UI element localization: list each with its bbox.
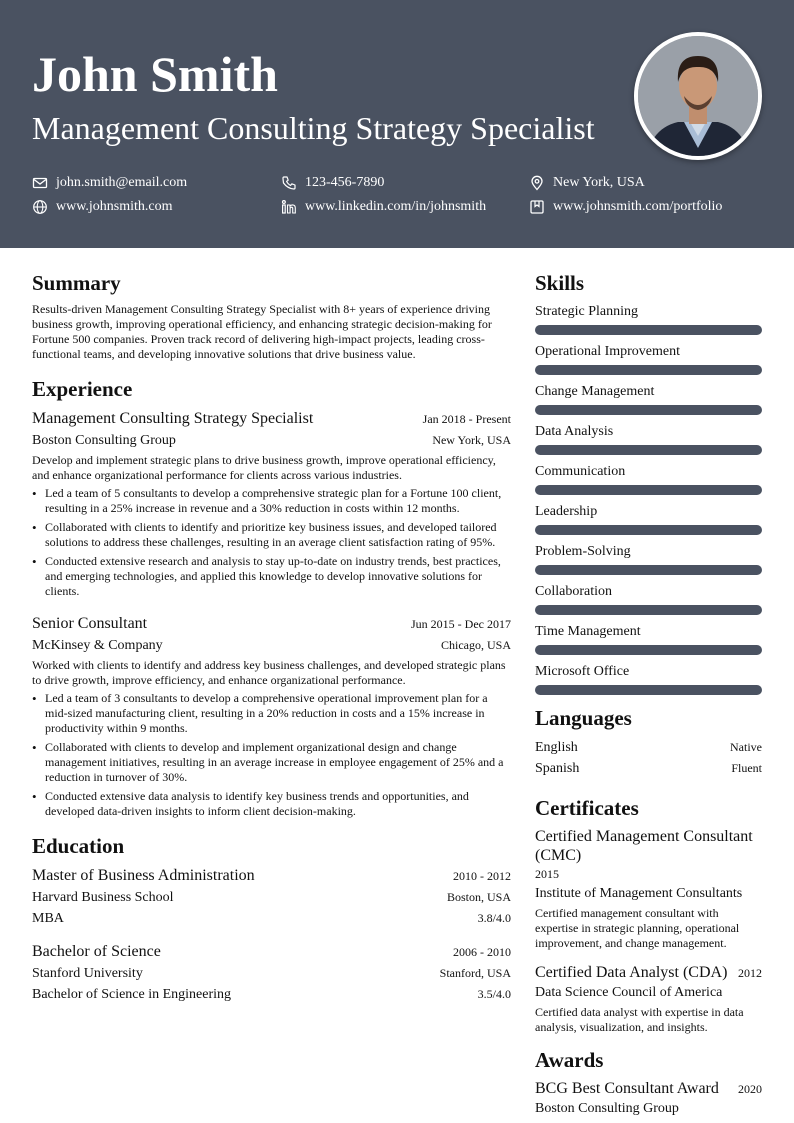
skill-bar-fill <box>535 485 762 495</box>
education-degree: Bachelor of Science <box>32 943 161 960</box>
contact-email[interactable] <box>32 173 187 193</box>
certificate-entry <box>535 827 762 951</box>
experience-section <box>32 376 511 819</box>
education-gpa: 3.8/4.0 <box>477 911 511 925</box>
skill-bar <box>535 485 762 495</box>
contact-phone[interactable] <box>281 173 384 193</box>
location-pin-icon <box>529 175 545 191</box>
languages-section <box>535 705 762 779</box>
contact-portfolio-text: www.johnsmith.com/portfolio <box>553 199 723 214</box>
job-bullets <box>32 691 511 819</box>
language-level: Fluent <box>731 761 762 775</box>
skill-bar-fill <box>535 685 762 695</box>
main-column <box>32 270 511 1017</box>
certificate-issuer: Institute of Management Consultants <box>535 886 743 901</box>
skill-bar-fill <box>535 525 762 535</box>
skill-name: Problem-Solving <box>535 544 631 559</box>
award-entry <box>535 1079 762 1119</box>
job-title: Senior Consultant <box>32 615 148 632</box>
skill-name: Microsoft Office <box>535 664 630 679</box>
education-school: Stanford University <box>32 966 143 981</box>
profile-photo-image <box>638 36 758 156</box>
job-bullets <box>32 486 511 599</box>
education-gpa: 3.5/4.0 <box>477 987 511 1001</box>
education-entry <box>32 865 511 929</box>
skill-bar-fill <box>535 325 762 335</box>
job-location: New York, USA <box>432 433 511 447</box>
language-item <box>535 737 762 758</box>
language-name: English <box>535 740 578 755</box>
job-description: Worked with clients to identify and address key business challenges, and developed strategic plans to drive growth, improve efficiency, and enhance organizational performance. <box>32 658 506 687</box>
job-entry <box>32 408 511 599</box>
skill-item <box>535 662 762 695</box>
skill-name: Data Analysis <box>535 424 614 439</box>
skill-bar <box>535 405 762 415</box>
skill-name: Leadership <box>535 504 598 519</box>
education-field: MBA <box>32 911 64 926</box>
education-location: Stanford, USA <box>439 966 511 980</box>
skill-bar-fill <box>535 445 762 455</box>
skill-item <box>535 342 762 375</box>
education-dates: 2010 - 2012 <box>453 869 511 883</box>
contact-email-text: john.smith@email.com <box>56 175 188 190</box>
job-title: Management Consulting Strategy Specialist <box>32 410 314 427</box>
certificates-heading: Certificates <box>535 796 639 820</box>
certificate-description: Certified management consultant with expertise in strategic planning, operational improvement, and change management. <box>535 906 740 950</box>
skill-bar <box>535 525 762 535</box>
certificate-entry <box>535 963 762 1035</box>
award-issuer: Boston Consulting Group <box>535 1101 679 1116</box>
skill-item <box>535 422 762 455</box>
job-company: McKinsey & Company <box>32 638 163 653</box>
language-item <box>535 758 762 779</box>
job-bullet: • Collaborated with clients to develop and implement organizational design and change management initiatives, resulting in an average increase in employee engagement of 25% and a reduction in turnover of 30%. <box>32 740 511 785</box>
candidate-name: John Smith <box>32 46 278 102</box>
contact-location <box>529 173 645 193</box>
language-level: Native <box>730 740 762 754</box>
job-company: Boston Consulting Group <box>32 433 176 448</box>
skill-item <box>535 502 762 535</box>
skill-bar-fill <box>535 405 762 415</box>
language-name: Spanish <box>535 761 580 776</box>
skill-item <box>535 462 762 495</box>
skill-bar <box>535 685 762 695</box>
skill-bar <box>535 445 762 455</box>
skill-name: Change Management <box>535 384 655 399</box>
contact-website[interactable] <box>32 197 173 217</box>
certificate-year: 2012 <box>738 966 762 980</box>
skill-bar <box>535 325 762 335</box>
resume-header <box>0 0 794 248</box>
job-bullet: • Led a team of 5 consultants to develop a comprehensive strategic plan for a Fortune 100 client, resulting in a 25% increase in revenue and a 30% reduction in costs within 12 months. <box>32 486 511 516</box>
skill-name: Communication <box>535 464 626 479</box>
job-bullet: • Conducted extensive research and analysis to stay up-to-date on industry trends, best practices, and emerging technologies, and applied this knowledge to develop innovative solutions for clients. <box>32 554 511 599</box>
awards-heading: Awards <box>535 1048 604 1072</box>
certificate-description: Certified data analyst with expertise in data analysis, visualization, and insights. <box>535 1005 744 1034</box>
education-dates: 2006 - 2010 <box>453 945 511 959</box>
contact-phone-text: 123-456-7890 <box>305 175 385 190</box>
certificate-year: 2015 <box>535 867 559 881</box>
certificate-title: Certified Data Analyst (CDA) <box>535 964 728 981</box>
contact-linkedin[interactable] <box>281 197 486 217</box>
skill-item <box>535 622 762 655</box>
job-location: Chicago, USA <box>441 638 511 652</box>
education-location: Boston, USA <box>446 890 511 904</box>
skill-item <box>535 582 762 615</box>
education-school: Harvard Business School <box>32 890 174 905</box>
globe-icon <box>32 199 48 215</box>
skill-name: Strategic Planning <box>535 304 639 319</box>
education-field: Bachelor of Science in Engineering <box>32 987 232 1002</box>
job-bullet: • Collaborated with clients to identify and prioritize key business issues, and developed tailored solutions to address these challenges, resulting in an average client satisfaction rating of 95%. <box>32 520 511 550</box>
contact-website-text: www.johnsmith.com <box>56 199 173 214</box>
profile-photo <box>634 32 762 160</box>
skill-bar <box>535 645 762 655</box>
education-heading: Education <box>32 834 125 858</box>
side-column <box>535 270 762 1119</box>
job-description: Develop and implement strategic plans to drive business growth, improve operational efficiency, and enhance organizational performance for clients across various industries. <box>32 453 496 482</box>
skills-heading: Skills <box>535 271 585 295</box>
awards-section <box>535 1047 762 1119</box>
summary-text: Results-driven Management Consulting Strategy Specialist with 8+ years of experience driving business growth, improving operational efficiency, and enhancing strategic decision-making for Fortune 500 companies. Proven track record of delivering high-impact projects, leading cross-functional teams, and developing innovative solutions that drive business value. <box>32 302 492 361</box>
skill-name: Operational Improvement <box>535 344 681 359</box>
skill-item <box>535 382 762 415</box>
job-dates: Jan 2018 - Present <box>422 412 511 426</box>
certificate-title: Certified Management Consultant (CMC) <box>535 828 753 864</box>
skill-bar <box>535 365 762 375</box>
linkedin-icon <box>281 199 297 215</box>
skill-item <box>535 302 762 335</box>
contact-location-text: New York, USA <box>553 175 645 190</box>
skill-bar-fill <box>535 565 762 575</box>
skill-name: Collaboration <box>535 584 612 599</box>
education-degree: Master of Business Administration <box>32 867 255 884</box>
skill-bar <box>535 605 762 615</box>
certificate-issuer: Data Science Council of America <box>535 985 723 1000</box>
skill-bar <box>535 565 762 575</box>
summary-heading: Summary <box>32 271 121 295</box>
education-entry <box>32 941 511 1005</box>
education-section <box>32 833 511 1005</box>
experience-heading: Experience <box>32 377 133 401</box>
job-bullet: • Conducted extensive data analysis to identify key business trends and opportunities, and developed data-driven insights to inform client decision-making. <box>32 789 511 819</box>
languages-heading: Languages <box>535 706 632 730</box>
certificates-section <box>535 795 762 1035</box>
job-entry <box>32 613 511 819</box>
award-year: 2020 <box>738 1082 762 1096</box>
contact-portfolio[interactable] <box>529 197 722 217</box>
job-dates: Jun 2015 - Dec 2017 <box>411 617 511 631</box>
portfolio-icon <box>529 199 545 215</box>
skill-bar-fill <box>535 605 762 615</box>
skills-section <box>535 270 762 695</box>
skill-bar-fill <box>535 645 762 655</box>
phone-icon <box>281 175 297 191</box>
skill-item <box>535 542 762 575</box>
skill-name: Time Management <box>535 624 641 639</box>
summary-section <box>32 270 511 362</box>
contact-linkedin-text: www.linkedin.com/in/johnsmith <box>305 199 487 214</box>
candidate-title: Management Consulting Strategy Specialist <box>32 110 595 146</box>
job-bullet: • Led a team of 3 consultants to develop a comprehensive operational improvement plan for a mid-sized manufacturing client, resulting in a 20% reduction in costs and a 15% increase in productivity within 9 months. <box>32 691 511 736</box>
skill-bar-fill <box>535 365 762 375</box>
award-title: BCG Best Consultant Award <box>535 1080 719 1097</box>
mail-icon <box>32 175 48 191</box>
